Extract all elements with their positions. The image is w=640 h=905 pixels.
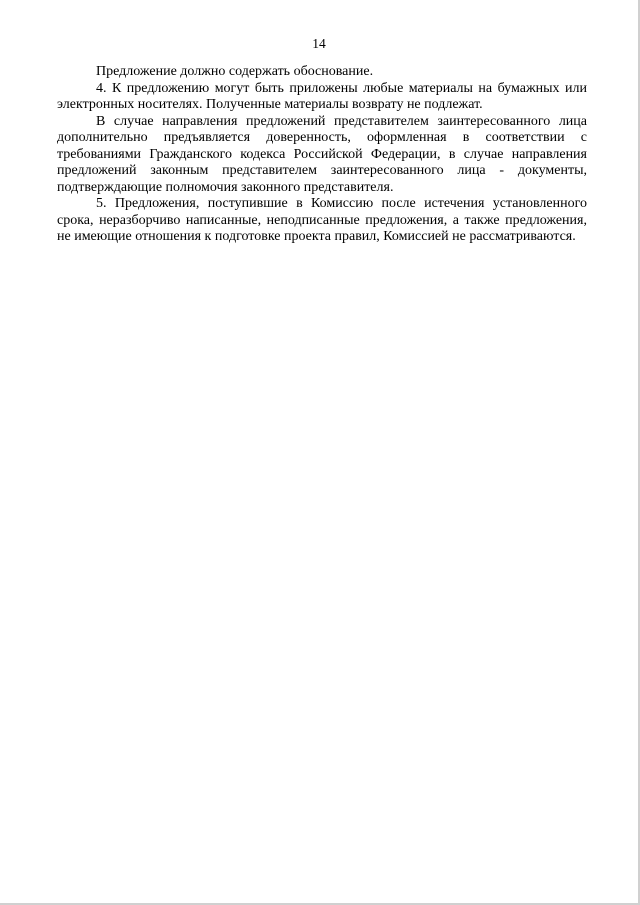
- paragraph-item-4-materials: 4. К предложению могут быть приложены любые материалы на бумажных или электронных носителях. Полученные материалы возврату не подлежат.: [57, 80, 587, 112]
- paragraph-representative-power-of-attorney: В случае направления предложений представителем заинтересованного лица дополнительно предъявляется доверенность, оформленная в соответствии с требованиями Гражданского кодекса Российской Федерации, в случае направления предложений законным представителем заинтересованного лица - документы, подтверждающие полномочия законного представителя.: [57, 113, 587, 195]
- paragraph-item-5-rejected-proposals: 5. Предложения, поступившие в Комиссию после истечения установленного срока, неразборчиво написанные, неподписанные предложения, а также предложения, не имеющие отношения к подготовке проекта правил, Комиссией не рассматриваются.: [57, 196, 587, 244]
- document-body: [57, 64, 587, 246]
- paragraph-justification-required: Предложение должно содержать обоснование.: [96, 64, 374, 79]
- page-number: 14: [312, 36, 326, 51]
